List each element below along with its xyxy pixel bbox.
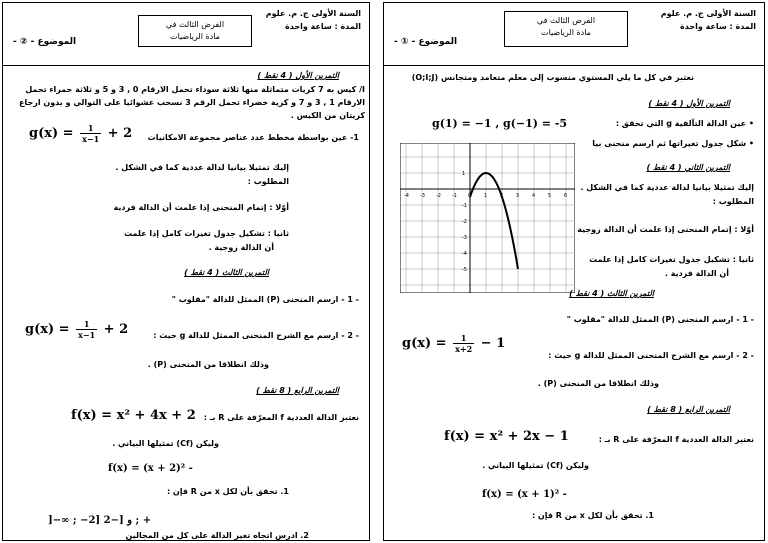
subject-line-1: الفرض الثالث في xyxy=(165,20,225,29)
exercise-2-question-2a: ثانيا : تشكيل جدول تغيرات كامل إذا علمت xyxy=(589,255,754,264)
exercise-4-line-1: نعتبر الدالة العددية f المعرّفة على R بـ : xyxy=(203,413,359,422)
x-tick-label: -2 xyxy=(436,193,441,199)
exercise-4-question-1: 1. تحقق بأن لكل x من R فإن : xyxy=(531,511,654,520)
exercise-1-question-1: 1- عين بواسطة مخطط عدد عناصر مجموعة الامكانيات xyxy=(147,133,359,142)
exercise-4-question-1: 1. تحقق بأن لكل x من R فإن : xyxy=(166,487,289,496)
x-tick-label: 3 xyxy=(516,193,520,199)
header-school-info xyxy=(661,7,756,33)
exercise-2-question-2b: أن الدالة زوجية . xyxy=(208,243,274,252)
exercise-2-title: التمرين الثاني ( 4 نقط ) xyxy=(646,163,730,172)
function-graph xyxy=(400,143,575,293)
exercise-1-line-2: • شكل جدول تغيراتها ثم ارسم منحنى بيا xyxy=(592,139,754,148)
exam-duration: المدة : ساعة واحدة xyxy=(284,22,361,31)
subject-line-2: مادة الرياضيات xyxy=(170,32,220,41)
g2-fraction xyxy=(76,319,97,340)
y-tick-label: -2 xyxy=(462,219,467,225)
exercise-4-title: التمرين الرابع ( 8 نقط ) xyxy=(647,405,730,414)
x-tick-label: 6 xyxy=(564,193,568,199)
exercise-3-question-2: - 2 - ارسم مع الشرح المنحنى الممثل للدالة g حيث : xyxy=(153,331,359,340)
y-tick-label: -1 xyxy=(462,203,467,209)
g-fraction xyxy=(453,333,474,354)
exercise-2-line-1: إليك تمثيلا بيانيا لدالة عددية كما في الشكل . xyxy=(580,183,754,192)
exercise-2-question-2a: ثانيا : تشكيل جدول تغيرات كامل إذا علمت xyxy=(124,229,289,238)
intervals: ]−∞ ; −2] و [−2 ; + xyxy=(48,515,152,526)
exercise-3-question-3: وذلك انطلاقا من المنحنى (P) . xyxy=(537,379,659,388)
topic-label: الموضوع - ① - xyxy=(394,37,458,47)
g-denominator: x−1 xyxy=(82,134,100,144)
g-tail: + 2 xyxy=(107,126,133,141)
g-tail: − 1 xyxy=(480,336,506,351)
g-numerator: 1 xyxy=(453,333,474,344)
exercise-3-question-1: - 1 - ارسم المنحنى (P) الممثل للدالة "مقلوب " xyxy=(566,315,754,324)
school-level: السنة الأولى ج. م. علوم xyxy=(660,9,756,18)
exercise-1-title: التمرين الأول ( 4 نقط ) xyxy=(648,99,730,108)
g2-numerator: 1 xyxy=(76,319,97,330)
exercise-3-title: التمرين الثالث ( 4 نقط ) xyxy=(184,268,269,277)
exercise-3-title: التمرين الثالث ( 4 نقط ) xyxy=(569,289,654,298)
x-tick-label: 4 xyxy=(532,193,536,199)
y-tick-label: -3 xyxy=(462,235,467,241)
y-tick-label: -5 xyxy=(462,267,467,273)
function-f-canonical: f(x) = (x + 2)² - xyxy=(108,463,193,474)
function-g2-formula xyxy=(25,319,128,340)
exercise-1-line-2: الارقام 1 , 3 و 7 و كرية خضراء تحمل الرقم 3 نسحب عشوائيا على التوالي و بدون ارجاع xyxy=(19,98,365,107)
subject-line-1: الفرض الثالث في xyxy=(536,16,596,25)
exam-header xyxy=(384,3,764,66)
subject-line-2: مادة الرياضيات xyxy=(541,28,591,37)
y-tick-label: 1 xyxy=(462,171,466,177)
intro-line: نعتبر في كل ما يلي المستوي منسوب إلى معلم متعامد ومتجانس (O;I;J) xyxy=(411,73,694,82)
exercise-4-question-2: 2. ادرس اتجاه تغير الدالة على كل من المجالين xyxy=(125,531,309,540)
exercise-1-title: التمرين الأول ( 4 نقط ) xyxy=(257,71,339,80)
exercise-3-question-3: وذلك انطلاقا من المنحنى (P) . xyxy=(147,360,269,369)
exercise-2-line-2: المطلوب : xyxy=(712,197,754,206)
x-tick-label: 2 xyxy=(500,193,504,199)
exercise-1-line-1: I/ كيس به 7 كريات متماثلة منها ثلاثة سوداء تحمل الارقام 0 , 3 و 5 و ثلاثة حمراء تحمل xyxy=(25,85,365,94)
exercise-4-line-2: وليكن (Cf) تمثيلها البياني . xyxy=(112,439,219,448)
exercise-3-question-1: - 1 - ارسم المنحنى (P) الممثل للدالة "مقلوب " xyxy=(171,295,359,304)
function-f-formula: f(x) = x² + 4x + 2 xyxy=(71,408,196,423)
y-tick-label: -4 xyxy=(462,251,467,257)
exercise-1-line-3: كريتان من الكيس . xyxy=(290,111,365,120)
g2-denominator: x−1 xyxy=(78,330,96,340)
x-tick-label: 0 xyxy=(468,193,472,199)
function-g-formula xyxy=(402,333,505,354)
exercise-3-question-2: - 2 - ارسم مع الشرح المنحنى الممثل للدالة g حيث : xyxy=(548,351,754,360)
exercise-2-question-1: أوّلا : إتمام المنحنى إذا علمت أن الدالة فردية xyxy=(113,203,289,212)
exercise-4-title: التمرين الرابع ( 8 نقط ) xyxy=(256,386,339,395)
exercise-4-line-2: وليكن (Cf) تمثيلها البياني . xyxy=(482,461,589,470)
header-school-info xyxy=(266,7,361,33)
graph-frame xyxy=(400,143,575,293)
g2-tail: + 2 xyxy=(103,322,129,337)
topic-label: الموضوع - ② - xyxy=(13,37,77,47)
x-tick-label: -3 xyxy=(420,193,425,199)
x-tick-label: -4 xyxy=(404,193,409,199)
graph-grid xyxy=(400,143,575,293)
subject-box xyxy=(504,11,628,47)
g2-left: g(x) = xyxy=(25,322,70,337)
g-left: g(x) = xyxy=(29,126,74,141)
function-g-formula xyxy=(29,123,132,144)
exam-duration: المدة : ساعة واحدة xyxy=(679,22,756,31)
g-fraction xyxy=(80,123,101,144)
g-denominator: x+2 xyxy=(455,344,473,354)
exercise-2-question-1: أوّلا : إتمام المنحنى إذا علمت أن الدالة زوجية xyxy=(577,225,754,234)
g-left: g(x) = xyxy=(402,336,447,351)
exam-page-topic-1 xyxy=(383,2,765,541)
exercise-2-line-2: المطلوب : xyxy=(247,177,289,186)
g-numerator: 1 xyxy=(80,123,101,134)
exercise-2-question-2b: أن الدالة فردية . xyxy=(664,269,729,278)
x-tick-label: -1 xyxy=(452,193,457,199)
function-f-canonical: f(x) = (x + 1)² - xyxy=(482,489,567,500)
x-tick-label: 5 xyxy=(548,193,552,199)
exercise-2-line-1: إليك تمثيلا بيانيا لدالة عددية كما في الشكل . xyxy=(115,163,289,172)
school-level: السنة الأولى ج. م. علوم xyxy=(265,9,361,18)
exercise-1-line-1: • عين الدالة التآلفية g التي تحقق : xyxy=(615,119,754,128)
subject-box xyxy=(138,15,252,47)
exercise-4-line-1: نعتبر الدالة العددية f المعرّفة على R بـ : xyxy=(598,435,754,444)
exam-page-topic-2 xyxy=(2,2,370,541)
x-tick-label: 1 xyxy=(484,193,488,199)
exercise-1-condition: g(1) = −1 , g(−1) = -5 xyxy=(432,117,568,130)
function-f-formula: f(x) = x² + 2x − 1 xyxy=(444,429,569,444)
exam-header xyxy=(3,3,369,66)
